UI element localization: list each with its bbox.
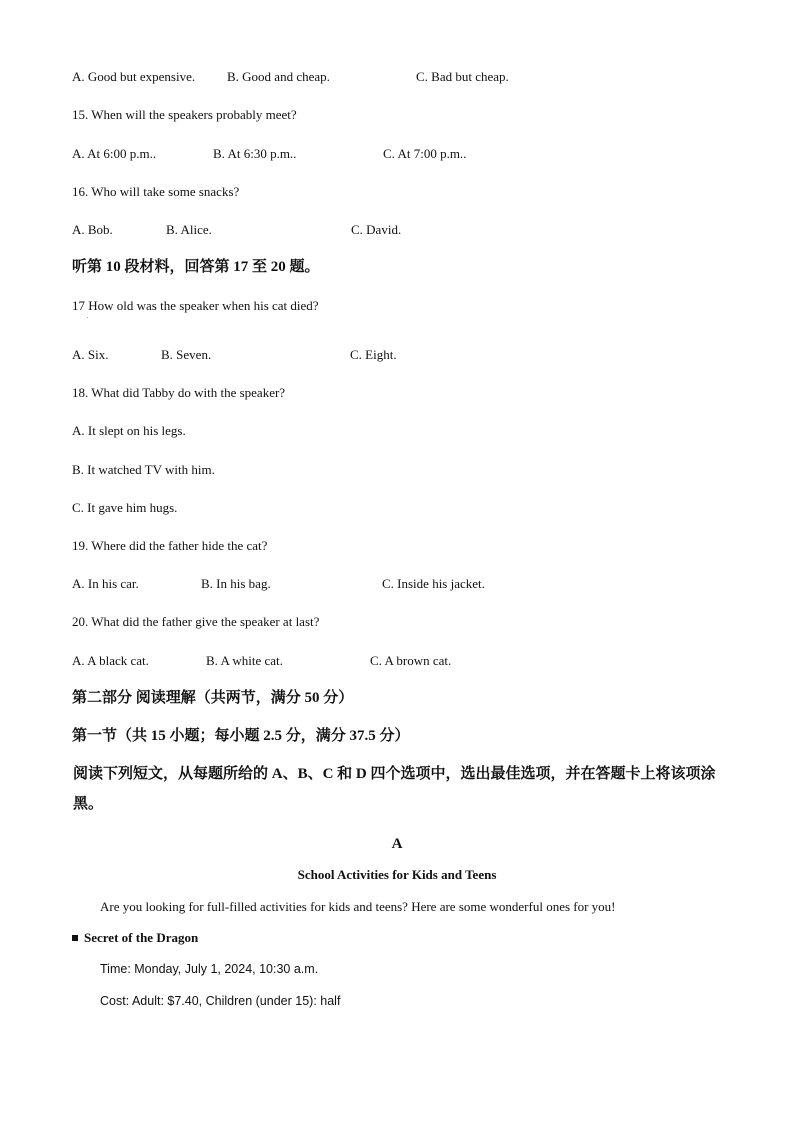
q19-option-c: C. Inside his jacket.	[382, 576, 485, 591]
q19-question: 19. Where did the father hide the cat?	[72, 538, 268, 553]
q18-option-a: A. It slept on his legs.	[72, 423, 186, 438]
q15-question: 15. When will the speakers probably meet?	[72, 107, 297, 122]
q18-option-c: C. It gave him hugs.	[72, 500, 178, 515]
part2-title: 第二部分 阅读理解（共两节，满分 50 分）	[72, 690, 354, 706]
item1-time: Time: Monday, July 1, 2024, 10:30 a.m.	[100, 962, 319, 976]
q15-option-a: A. At 6:00 p.m..	[72, 146, 157, 161]
q14-option-a: A. Good but expensive.	[72, 69, 196, 84]
q20-option-b: B. A white cat.	[206, 653, 283, 668]
q14-option-b: B. Good and cheap.	[227, 69, 330, 84]
q20-option-a: A. A black cat.	[72, 653, 149, 668]
q15-option-c: C. At 7:00 p.m..	[383, 146, 467, 161]
q17-option-a: A. Six.	[72, 347, 109, 362]
part2-section1-title: 第一节（共 15 小题；每小题 2.5 分，满分 37.5 分）	[72, 728, 410, 744]
q20-option-c: C. A brown cat.	[370, 653, 452, 668]
square-bullet-icon	[72, 935, 78, 941]
q16-question: 16. Who will take some snacks?	[72, 184, 240, 199]
passage-letter: A	[391, 836, 403, 852]
item1-heading-row	[72, 930, 198, 946]
q18-option-b: B. It watched TV with him.	[72, 462, 215, 477]
q17-stray-mark: .	[87, 314, 89, 320]
item1-heading: Secret of the Dragon	[84, 930, 199, 945]
q18-question: 18. What did Tabby do with the speaker?	[72, 385, 286, 400]
q19-option-a: A. In his car.	[72, 576, 139, 591]
q17-option-c: C. Eight.	[350, 347, 397, 362]
q16-option-a: A. Bob.	[72, 222, 113, 237]
part2-instruction: 阅读下列短文，从每题所给的 A、B、C 和 D 四个选项中，选出最佳选项，并在答题卡上将该项涂黑。	[73, 766, 716, 812]
q14-option-c: C. Bad but cheap.	[416, 69, 509, 84]
section-10-heading: 听第 10 段材料，回答第 17 至 20 题。	[72, 259, 320, 275]
passage-title: School Activities for Kids and Teens	[297, 867, 497, 882]
q20-question: 20. What did the father give the speaker at last?	[72, 614, 320, 629]
passage-intro: Are you looking for full-filled activities for kids and teens? Here are some wonderful ones for you!	[100, 899, 616, 914]
q16-option-c: C. David.	[351, 222, 402, 237]
q19-option-b: B. In his bag.	[201, 576, 271, 591]
q17-question: 17 How old was the speaker when his cat died?	[72, 298, 319, 313]
q15-option-b: B. At 6:30 p.m..	[213, 146, 297, 161]
q16-option-b: B. Alice.	[166, 222, 212, 237]
item1-cost: Cost: Adult: $7.40, Children (under 15): half	[100, 994, 341, 1008]
q17-option-b: B. Seven.	[161, 347, 212, 362]
